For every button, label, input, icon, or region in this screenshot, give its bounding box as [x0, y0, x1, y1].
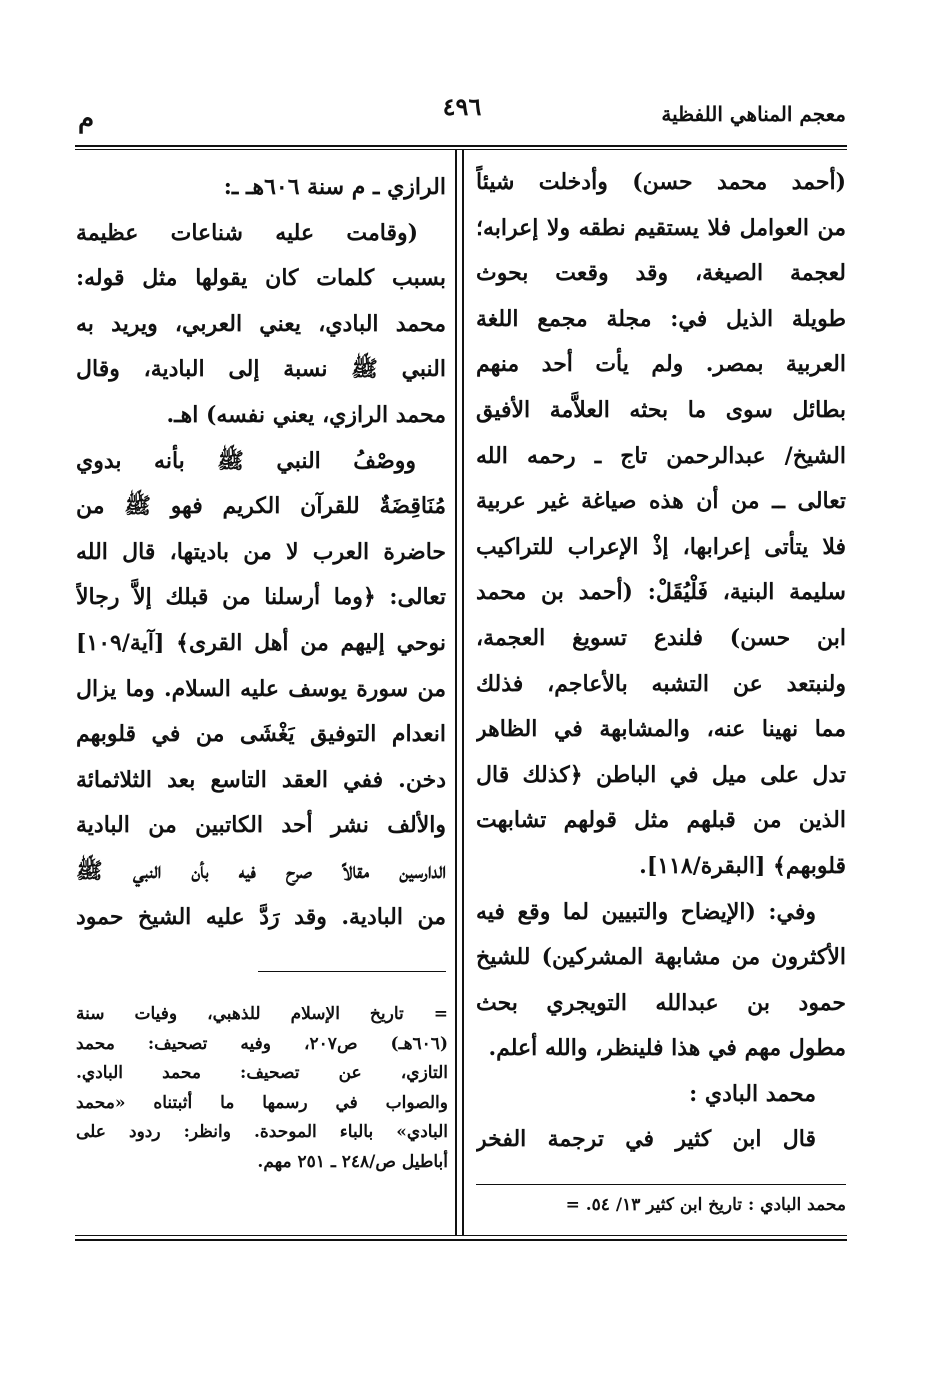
text-line: النبي ﷺ نسبة إلى البادية، وقال — [76, 356, 446, 383]
text-line: الدارسين مقالاً صرح فيه بأن النبي ﷺ — [76, 857, 446, 884]
entry-heading: محمد البادي : — [689, 1080, 816, 1107]
left-column — [76, 165, 446, 940]
footnote-line: والصواب في رسمها ما أثبتناه «محمد — [76, 1092, 448, 1113]
text-line: تدل على ميل في الباطن ﴿كذلك قال — [476, 761, 846, 788]
text-line: (أحمد محمد حسن) وأدخلت شيئاً — [476, 169, 846, 195]
text-line: مُنَاقِضَةٌ للقرآن الكريم فهو ﷺ من — [76, 493, 446, 520]
text-line: تعالى: ﴿وما أرسلنا من قبلك إلاَّ رجالاً — [76, 584, 446, 611]
footnote-line: أباطيل ص/٢٤٨ ـ ٢٥١ مهم. — [257, 1151, 448, 1172]
header-rule-bottom — [75, 149, 847, 150]
text-line: قال ابن كثير في ترجمة الفخر — [476, 1126, 816, 1153]
text-line: ولنبتعد عن التشبه بالأعاجم، فذلك — [476, 670, 846, 697]
text-line: مما نهينا عنه، والمشابهة في الظاهر — [476, 716, 846, 743]
column-divider-right — [462, 150, 464, 1235]
text-line: الشيخ/ عبدالرحمن تاج ـ رحمه الله — [476, 442, 846, 469]
text-line: والألف نشر أحد الكاتبين من البادية — [76, 812, 446, 839]
bottom-rule-bottom — [75, 1239, 847, 1241]
text-line: دخن. ففي العقد التاسع بعد الثلاثمائة — [76, 766, 446, 793]
footnote-line: (٦٠٦هـ) ص٢٠٧، وفيه تصحيف: محمد — [76, 1033, 448, 1054]
text-line: من سورة يوسف عليه السلام. وما يزال — [76, 675, 446, 702]
text-line: طويلة الذيل في: مجلة مجمع اللغة — [476, 305, 846, 332]
right-footnote-rule — [476, 1184, 846, 1185]
text-line: محمد الرازي، يعني نفسه) اهـ. — [166, 401, 446, 428]
text-line: انعدام التوفيق يَغْشَى من في قلوبهم — [76, 721, 446, 748]
bottom-rule-top — [75, 1235, 847, 1236]
page-header — [78, 92, 846, 142]
text-line: حاضرة العرب لا من باديتها، قال الله — [76, 538, 446, 565]
footnote-line: = تاريخ الإسلام للذهبي، وفيات سنة — [76, 1004, 448, 1024]
text-line: ووصْفُ النبي ﷺ بأنه بدوي — [76, 447, 416, 474]
text-line: لعجمة الصيغة، وقد وقعت بحوث — [476, 260, 846, 287]
right-footnote: محمد البادي : تاريخ ابن كثير ١٣/ ٥٤. = — [565, 1195, 846, 1215]
text-line: تعالى ــ من أن هذه صياغة غير عربية — [476, 488, 846, 515]
footnote-line: البادي» بالباء الموحدة. وانظر: ردود على — [76, 1122, 448, 1142]
footnote-line: التازي، عن تصحيف: محمد البادي. — [76, 1063, 448, 1083]
text-line: من البادية. وقد رَدَّ عليه الشيخ حمود — [76, 903, 446, 930]
right-column — [476, 160, 846, 1163]
text-line: الأكثرون من مشابهة المشركين) للشيخ — [476, 944, 846, 971]
left-footnote-rule — [258, 971, 446, 972]
text-line: العربية بمصر. ولم يأت أحد منهم — [476, 351, 846, 378]
text-line: الذين من قبلهم مثل قولهم تشابهت — [476, 807, 846, 834]
text-line: بطائل سوى ما بحثه العلاَّمة الأفيق — [476, 396, 846, 423]
text-line: محمد البادي، يعني العربي، ويريد به — [76, 310, 446, 337]
text-line: بسبب كلمات كان يقولها مثل قوله: — [76, 265, 446, 292]
text-line: من العوامل فلا يستقيم نطقه ولا إعرابه؛ — [476, 214, 846, 241]
text-line: مطول مهم في هذا فلينظر، والله أعلم. — [488, 1035, 846, 1062]
left-footnote — [76, 1000, 448, 1177]
section-letter: م — [78, 104, 95, 134]
text-line: فلا يتأتى إعرابها، إذْ الإعراب للتراكيب — [476, 533, 846, 560]
running-title: معجم المناهي اللفظية — [661, 102, 846, 126]
text-line: (وقامت عليه شناعات عظيمة — [76, 219, 418, 246]
header-rule-top — [75, 145, 847, 147]
text-line: نوحي إليهم من أهل القرى﴾ [آية/١٠٩] — [76, 629, 446, 656]
page-number: ٤٩٦ — [442, 92, 482, 121]
text-line: وفي: (الإيضاح والتبيين لما وقع فيه — [476, 898, 816, 925]
text-line: حمود بن عبدالله التويجري بحث — [476, 989, 846, 1016]
text-line: سليمة البنية، فَلْيُقَلْ: (أحمد بن محمد — [476, 579, 846, 606]
text-line: الرازي ـ م سنة ٦٠٦هـ ـ: — [223, 174, 446, 200]
column-divider-left — [455, 150, 457, 1235]
text-line: ابن حسن) فلندع تسويغ العجمة، — [476, 624, 846, 651]
text-line: قلوبهم﴾ [البقرة/١١٨]. — [639, 852, 846, 879]
